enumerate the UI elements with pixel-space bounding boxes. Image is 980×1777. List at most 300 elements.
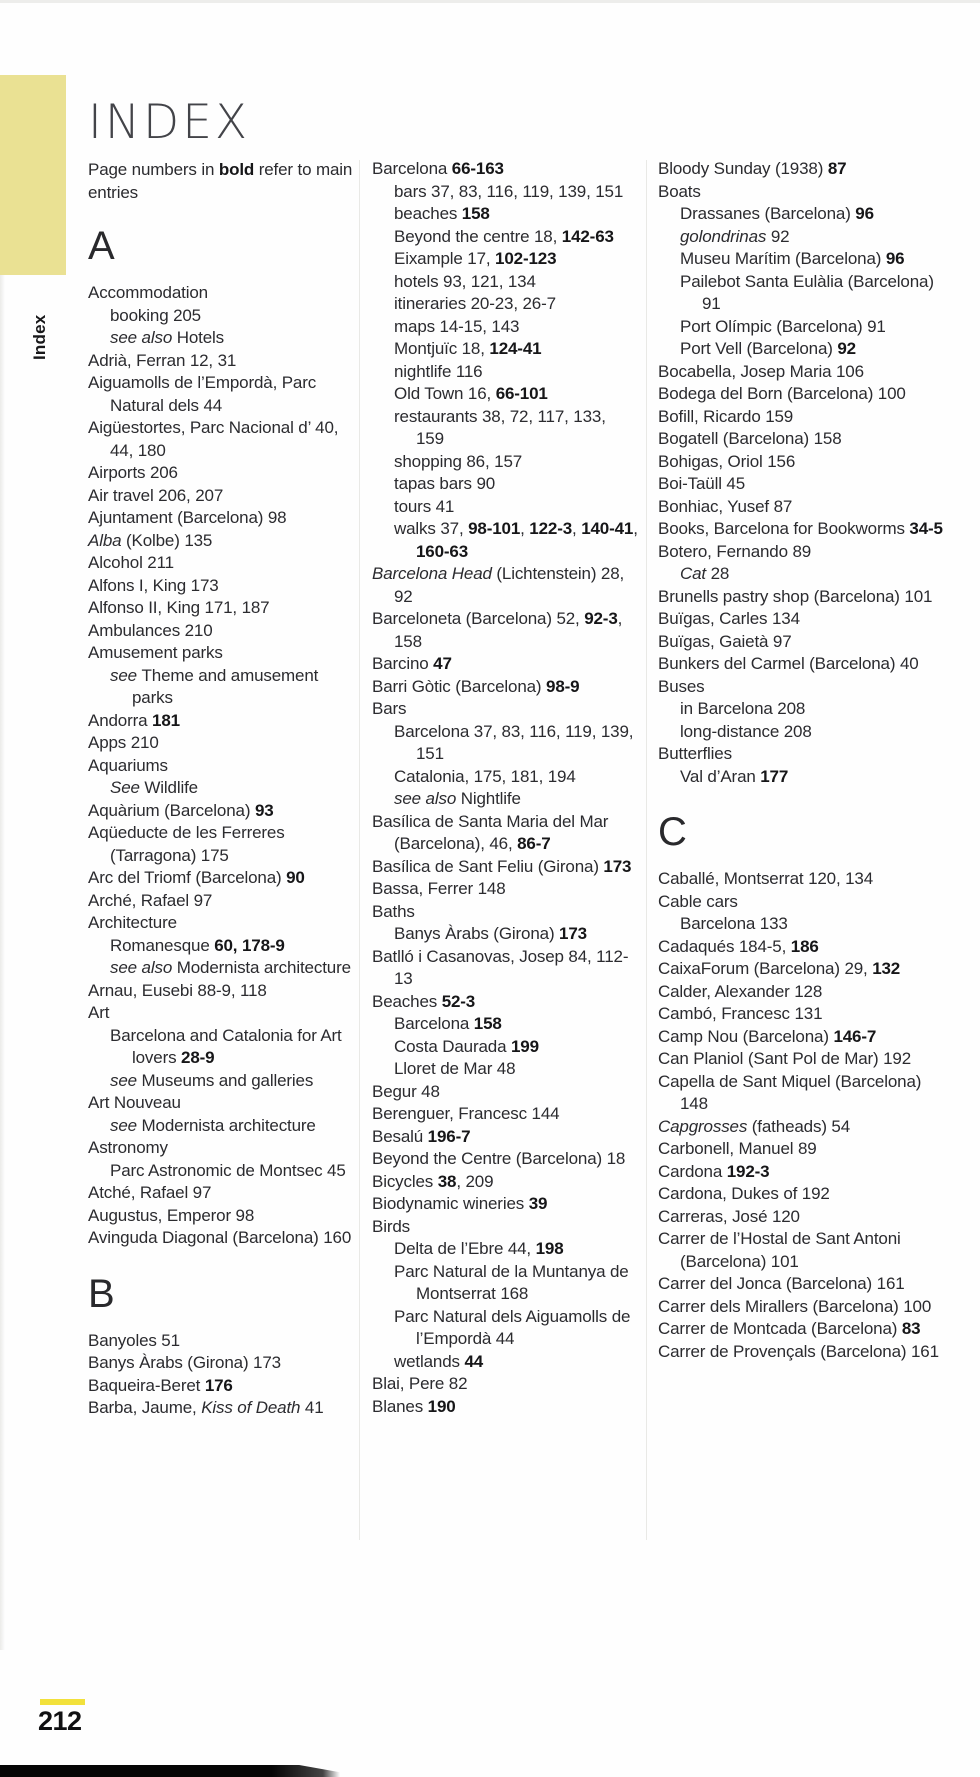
index-subentry [658,316,950,339]
entry-text-run: (Kolbe) 135 [126,530,213,550]
entry-text-run: Boats [658,181,701,201]
entry-text-run: Aiguamolls de l’Empordà, Parc Natural dels 44 [88,373,317,415]
index-subentry [658,271,950,316]
entry-text-run: Basílica de Sant Feliu (Girona) [372,856,604,876]
index-entry [658,1228,950,1273]
entry-text-run: beaches [394,204,462,223]
entry-text-run: Aquàrium (Barcelona) [88,800,255,820]
index-entry [658,1341,950,1364]
entry-text-run: nightlife 116 [394,361,483,381]
index-entry [88,552,354,575]
index-subentry [88,327,354,350]
index-entry [372,1193,638,1216]
entry-text-run: Arc del Triomf (Barcelona) [88,868,287,887]
index-entry [658,743,950,766]
entry-text-run: Capgrosses [658,1116,752,1136]
entry-text-run: Arché, Rafael 97 [88,890,213,910]
entry-text-run: Begur 48 [372,1081,440,1101]
index-entry [658,653,950,676]
entry-text-run: Hotels [176,328,224,347]
entry-text-run: Ambulances 210 [88,620,213,640]
entry-text-run: , [633,519,638,538]
entry-text-run: restaurants 38, 72, 117, 133, 159 [394,406,606,448]
entry-text-run: see also [110,328,177,347]
index-subentry [372,226,638,249]
entry-text-run: Airports 206 [88,463,178,482]
section-letter-a: A [88,224,115,268]
entry-text-run: 90 [286,868,305,887]
index-subentry [658,563,950,586]
index-entry [372,676,638,699]
entry-text-run: 196-7 [427,1126,471,1146]
entry-text-run: Barcelona Head [372,564,497,583]
page-top-edge [0,0,980,3]
entry-text-run: 52-3 [441,991,476,1011]
entry-text-run: Adrià, Ferran 12, 31 [88,350,237,370]
entry-text-run: 176 [204,1375,233,1395]
index-entry [88,1182,354,1205]
entry-text-run: Parc Natural de la Muntanya de Montserrat 168 [394,1261,629,1303]
entry-text-run: bold [218,160,255,179]
index-entry [88,822,354,867]
index-entry [658,1138,950,1161]
index-entry [88,530,354,553]
entry-text-run: Berenguer, Francesc 144 [372,1104,560,1123]
entry-text-run: Baqueira-Beret [88,1375,205,1395]
entry-text-run: Drassanes (Barcelona) [680,204,856,223]
index-entry [372,1396,638,1419]
entry-text-run: Buïgas, Gaietà 97 [658,631,792,651]
entry-text-run: Carbonell, Manuel 89 [658,1139,817,1158]
page-number: 212 [38,1706,82,1736]
index-entry [658,586,950,609]
page-left-edge-shadow [0,200,5,1650]
index-subentry [88,305,354,328]
index-entry [88,912,354,935]
index-subentry [372,496,638,519]
entry-text-run: , [572,519,582,538]
index-subentry [372,1306,638,1351]
entry-text-run: Aqüeducte de les Ferreres (Tarragona) 175 [88,823,285,865]
index-subentry [372,203,638,226]
index-entry [658,1183,950,1206]
index-subentry [372,766,638,789]
index-entry [372,608,638,653]
entry-text-run: Beyond the Centre (Barcelona) 18 [372,1149,626,1168]
index-entry [658,1161,950,1184]
entry-text-run: Alfons I, King 173 [88,575,219,595]
index-subentry [372,271,638,294]
entry-text-run: , 158 [394,609,623,651]
index-entry [658,473,950,496]
entry-text-run: Apps 210 [88,733,159,752]
entry-text-run: Nightlife [460,789,521,808]
entry-text-run: Carrer de l’Hostal de Sant Antoni (Barcelona) 101 [658,1229,901,1271]
entry-text-run: Baths [372,901,415,921]
intro-note [88,158,354,204]
index-entry [372,1148,638,1171]
index-entry [88,417,354,462]
entry-text-run: 28-9 [181,1048,215,1067]
index-subentry [372,1036,638,1059]
entry-text-run: 86-7 [517,834,551,853]
entry-text-run: Birds [372,1216,410,1236]
index-subentry [88,1025,354,1070]
entry-text-run: Blai, Pere 82 [372,1374,468,1393]
index-entry [658,631,950,654]
index-entry [88,575,354,598]
entry-text-run: 124-41 [489,339,542,358]
index-entry [658,1071,950,1116]
column-divider-2 [646,160,647,1540]
entry-text-run: 41 [304,1398,324,1417]
entry-text-run: 160-63 [416,541,469,561]
entry-text-run: hotels 93, 121, 134 [394,271,536,291]
index-entry [658,1116,950,1139]
entry-text-run: Barcelona 37, 83, 116, 119, 139, 151 [394,721,634,763]
entry-text-run: Carrer del Jonca (Barcelona) 161 [658,1274,905,1293]
index-entry [658,981,950,1004]
entry-text-run: see [110,1115,142,1135]
index-subentry [658,338,950,361]
entry-text-run: Bofill, Ricardo 159 [658,406,794,426]
entry-text-run: (Lichtenstein) 28, 92 [394,564,625,606]
index-entry [88,282,354,305]
index-column-2 [372,158,638,1418]
entry-text-run: Brunells pastry shop (Barcelona) 101 [658,586,933,606]
entry-text-run: Cat [680,564,711,583]
index-entry [658,451,950,474]
index-entry [658,383,950,406]
entry-text-run: Banys Àrabs (Girona) [394,924,560,943]
section-letter-c: C [658,810,687,854]
index-entry [372,158,638,181]
entry-text-run: 92 [770,226,790,246]
entry-text-run: 83 [901,1319,921,1338]
index-entry [88,642,354,665]
entry-text-run: Butterflies [658,744,732,763]
index-subentry [372,1058,638,1081]
entry-text-run: Port Vell (Barcelona) [680,339,838,358]
index-entry [658,1048,950,1071]
entry-text-run: bars 37, 83, 116, 119, 139, 151 [394,181,624,201]
entry-text-run: 132 [872,959,901,978]
entry-text-run: Alcohol 211 [88,553,174,572]
entry-text-run: see also [110,958,177,977]
entry-text-run: Old Town 16, [394,384,496,403]
index-subentry [658,203,950,226]
entry-text-run: Modernista architecture [141,1115,316,1135]
index-subentry [88,1115,354,1138]
index-subentry [372,473,638,496]
index-column-1 [88,158,354,1420]
entry-text-run: 92-3 [584,609,618,628]
index-entry [658,891,950,914]
index-subentry [658,226,950,249]
index-entry [372,1171,638,1194]
index-entry [658,958,950,981]
entry-text-run: 158 [473,1014,502,1033]
entry-text-run: see [110,665,142,685]
entry-text-run: , [520,519,530,538]
entry-text-run: Port Olímpic (Barcelona) 91 [680,316,886,336]
entry-text-run: 177 [760,766,789,786]
entry-text-run: Bohigas, Oriol 156 [658,451,796,471]
index-entry [658,608,950,631]
entry-text-run: tapas bars 90 [394,474,496,493]
entry-text-run: 142-63 [561,226,614,246]
index-entry [658,518,950,541]
entry-text-run: 92 [837,339,856,358]
index-entry [88,867,354,890]
entry-text-run: Wildlife [144,778,198,797]
index-subentry [88,935,354,958]
index-tab-label: Index [30,314,49,360]
entry-text-run: Cardona, Dukes of 192 [658,1184,830,1203]
entry-text-run: Camp Nou (Barcelona) [658,1026,834,1046]
index-subentry [372,248,638,271]
entry-text-run: Cambó, Francesc 131 [658,1004,823,1023]
entry-text-run: Pailebot Santa Eulàlia (Barcelona) 91 [680,271,934,313]
index-entry [658,428,950,451]
entry-text-run: Buïgas, Carles 134 [658,609,800,628]
index-entry [88,372,354,417]
index-column-3 [658,158,950,1363]
entry-text-run: CaixaForum (Barcelona) 29, [658,959,873,978]
index-entry [88,1330,354,1353]
entry-text-run: Bodega del Born (Barcelona) 100 [658,384,906,403]
entry-text-run: Buses [658,676,705,696]
entry-text-run: See [110,778,145,797]
index-entry [88,1137,354,1160]
index-subentry [658,248,950,271]
entry-text-run: Montjuïc 18, [394,339,490,358]
entry-text-run: Lloret de Mar 48 [394,1059,516,1078]
entry-text-run: Alfonso II, King 171, 187 [88,598,270,617]
index-entry [658,1003,950,1026]
index-section-tab [0,75,66,275]
entry-text-run: Capella de Sant Miquel (Barcelona) 148 [658,1071,922,1113]
entry-text-run: Bloody Sunday (1938) [658,159,828,178]
index-entry [88,1205,354,1228]
entry-text-run: Barcelona [372,159,452,178]
index-entry [372,856,638,879]
entry-text-run: Aquariums [88,755,168,775]
entry-text-run: Romanesque [110,935,215,955]
index-entry [372,1081,638,1104]
entry-text-run: Bonhiac, Yusef 87 [658,496,793,516]
entry-text-run: refer to main entries [88,160,353,202]
entry-text-run: shopping 86, 157 [394,451,523,471]
index-entry [658,496,950,519]
entry-text-run: Kiss of Death [201,1398,305,1417]
entry-text-run: 39 [528,1194,548,1213]
index-subentry [372,518,638,563]
entry-text-run: Eixample 17, [394,249,496,268]
index-entry [372,653,638,676]
entry-text-run: Theme and amusement parks [132,665,319,707]
entry-text-run: 173 [559,924,587,943]
entry-text-run: 93 [254,800,274,820]
entry-text-run: 190 [427,1396,456,1416]
index-entry [372,698,638,721]
entry-text-run: Barcelona and Catalonia for Art lovers [110,1025,342,1067]
entry-text-run: Parc Astronomic de Montsec 45 [110,1160,346,1180]
entry-text-run: see [110,1070,142,1090]
entry-text-run: Cable cars [658,891,738,911]
index-subentry [658,766,950,789]
entry-text-run: Bogatell (Barcelona) 158 [658,429,842,448]
index-subentry [372,923,638,946]
entry-text-run: Museums and galleries [141,1070,314,1090]
index-entry [88,507,354,530]
page-number-dash [40,1699,85,1705]
index-entry [658,1026,950,1049]
entry-text-run: 96 [855,204,874,223]
entry-text-run: Blanes [372,1396,428,1416]
entry-text-run: tours 41 [394,496,455,516]
entry-text-run: Beyond the centre 18, [394,226,562,246]
index-entry [88,980,354,1003]
entry-text-run: Bunkers del Carmel (Barcelona) 40 [658,654,919,673]
entry-text-run: Delta de l’Ebre 44, [394,1239,536,1258]
entry-text-run: golondrinas [680,226,771,246]
entry-text-run: Bassa, Ferrer 148 [372,879,506,898]
entry-text-run: 140-41 [581,519,634,538]
index-subentry [372,406,638,451]
entry-text-run: 98-101 [468,519,521,538]
index-subentry [88,665,354,710]
index-entry [88,1375,354,1398]
index-subentry [658,698,950,721]
entry-text-run: Botero, Fernando 89 [658,541,812,561]
entry-text-run: Val d’Aran [680,766,761,786]
entry-text-run: 102-123 [495,249,557,268]
entry-text-run: 158 [461,204,490,223]
entry-text-run: Bicycles [372,1171,438,1191]
entry-text-run: Parc Natural dels Aiguamolls de l’Empordà 44 [394,1306,631,1348]
bottom-edge-bar [0,1765,340,1777]
index-subentry [88,1070,354,1093]
entry-text-run: Cadaqués 184-5, [658,936,791,956]
entry-text-run: Caballé, Montserrat 120, 134 [658,869,874,888]
index-entry [88,800,354,823]
entry-text-run: 146-7 [833,1026,877,1046]
entry-text-run: Art Nouveau [88,1093,181,1112]
index-subentry [658,721,950,744]
index-entry [372,563,638,608]
entry-text-run: Avinguda Diagonal (Barcelona) 160 [88,1228,352,1247]
entry-text-run: Barcelona 133 [680,914,788,933]
entry-text-run: Aigüestortes, Parc Nacional d’ 40, 44, 180 [88,418,339,460]
entry-text-run: 66-163 [451,159,504,178]
entry-text-run: Cardona [658,1161,727,1181]
entry-text-run: Modernista architecture [176,958,351,977]
index-entry [658,541,950,564]
entry-text-run: Bocabella, Josep Maria 106 [658,361,864,381]
index-entry [658,1273,950,1296]
entry-text-run: Barri Gòtic (Barcelona) [372,676,547,696]
index-entry [658,1296,950,1319]
entry-text-run: 44 [464,1351,484,1371]
entry-text-run: Basílica de Santa Maria del Mar (Barcelona), 46, [372,811,609,853]
entry-text-run: 198 [535,1239,564,1258]
entry-text-run: 66-101 [495,384,548,403]
index-subentry [372,451,638,474]
entry-text-run: Architecture [88,913,177,932]
index-entry [88,710,354,733]
index-entry [372,991,638,1014]
index-entry [372,1103,638,1126]
index-entry [372,878,638,901]
index-entry [658,361,950,384]
index-entry [658,158,950,181]
entry-text-run: 34-5 [909,519,943,538]
index-entry [88,1227,354,1250]
index-entry [372,1126,638,1149]
index-subentry [372,788,638,811]
entry-text-run: Accommodation [88,283,208,302]
index-entry [88,485,354,508]
index-entry [372,811,638,856]
entry-text-run: Banys Àrabs (Girona) 173 [88,1353,281,1372]
entry-text-run: Carreras, José 120 [658,1206,800,1226]
entry-text-run: Can Planiol (Sant Pol de Mar) 192 [658,1049,912,1068]
index-subentry [372,338,638,361]
index-entry [372,1216,638,1239]
index-subentry [372,1013,638,1036]
entry-text-run: Augustus, Emperor 98 [88,1205,255,1225]
entry-text-run: Ajuntament (Barcelona) 98 [88,508,287,527]
index-entry [88,620,354,643]
entry-text-run: 87 [827,159,847,178]
entry-text-run: 98-9 [546,676,580,696]
index-entry [658,676,950,699]
entry-text-run: Carrer dels Mirallers (Barcelona) 100 [658,1296,932,1316]
entry-text-run: 122-3 [529,519,573,538]
entry-text-run: Costa Daurada [394,1036,511,1056]
entry-text-run: , 209 [456,1171,494,1191]
column-divider-1 [359,160,360,1540]
entry-text-run: (fatheads) 54 [751,1116,851,1136]
index-entry [658,1206,950,1229]
entry-text-run: 60, 178-9 [214,935,285,955]
section-letter-b: B [88,1271,115,1316]
index-entry [88,732,354,755]
index-entry [88,1002,354,1025]
index-entry [88,890,354,913]
entry-text-run: Books, Barcelona for Bookworms [658,519,910,538]
index-entry [88,350,354,373]
index-entry [658,936,950,959]
index-entry [88,1397,354,1420]
entry-text-run: Bars [372,699,407,718]
index-entry [88,1352,354,1375]
entry-text-run: Biodynamic wineries [372,1194,529,1213]
entry-text-run: Besalú [372,1126,428,1146]
entry-text-run: Art [88,1003,110,1022]
index-subentry [88,957,354,980]
entry-text-run: Andorra [88,710,153,730]
entry-text-run: Atché, Rafael 97 [88,1183,212,1202]
index-subentry [372,383,638,406]
entry-text-run: Amusement parks [88,643,223,662]
index-subentry [372,181,638,204]
entry-text-run: Astronomy [88,1138,168,1157]
entry-text-run: Barcino [372,654,434,673]
entry-text-run: booking 205 [110,305,201,325]
index-entry [88,462,354,485]
